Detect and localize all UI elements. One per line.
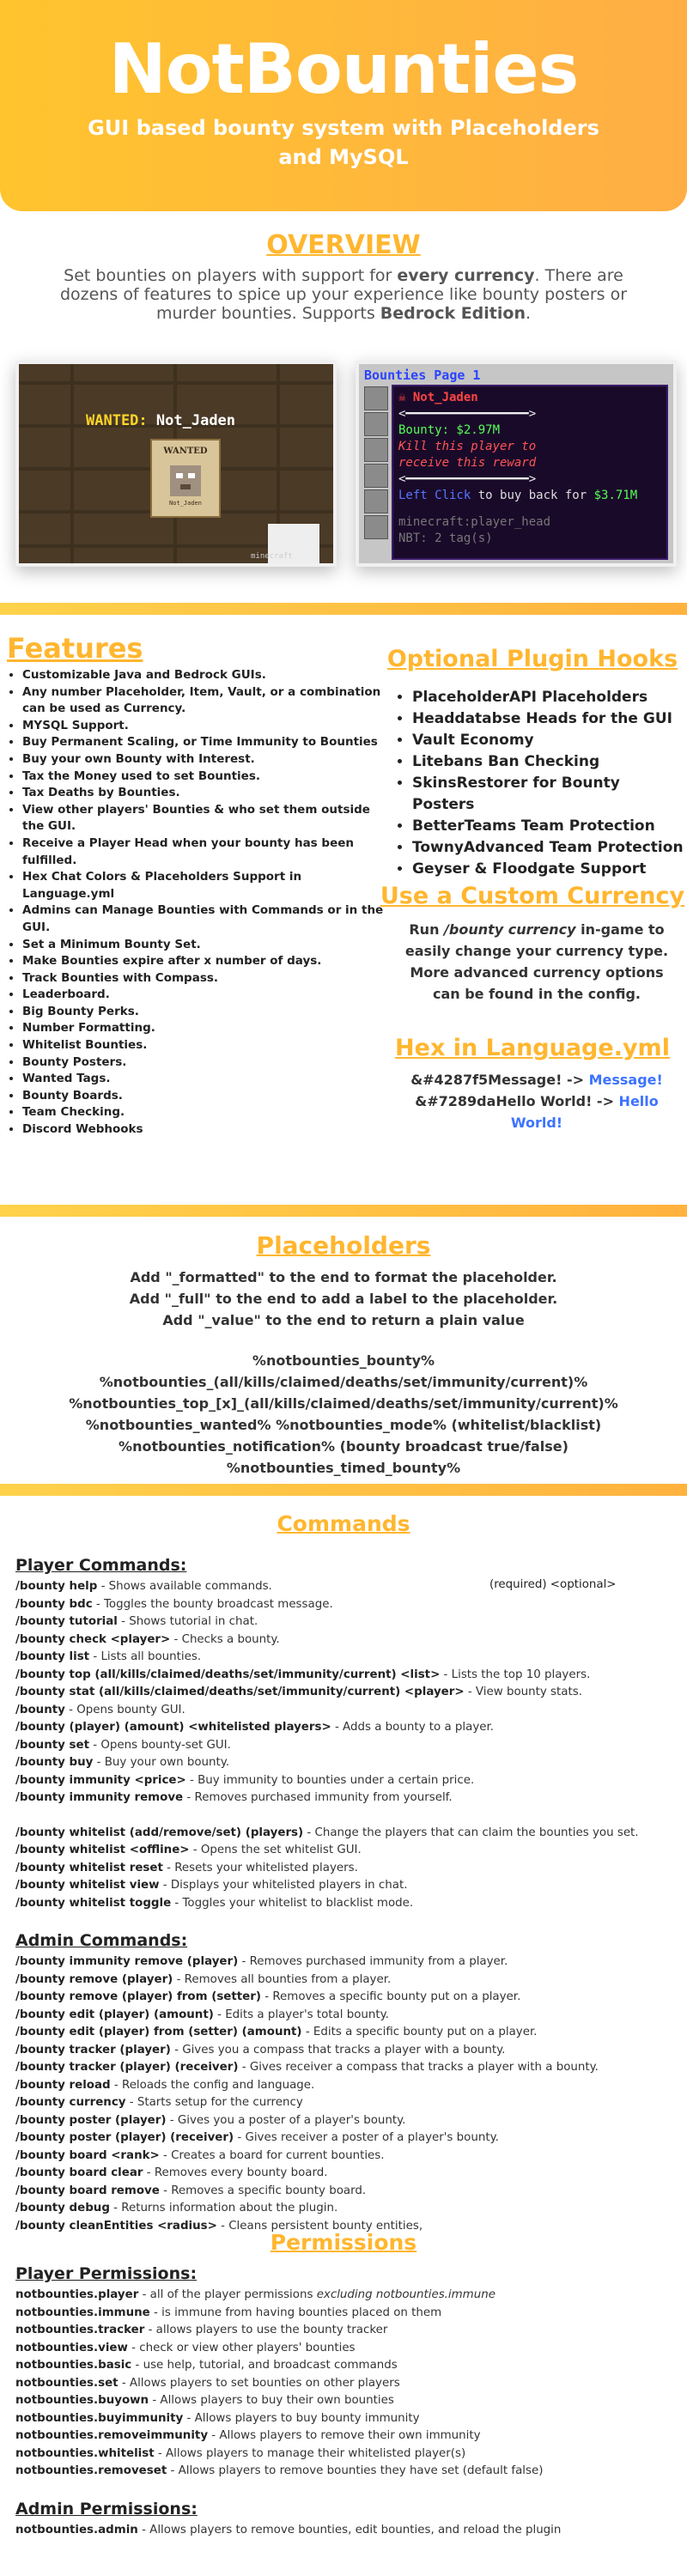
section-divider: [0, 1205, 687, 1217]
command-row-key: /bounty buy: [15, 1756, 94, 1769]
permission-row: [15, 2305, 677, 2323]
hex-result: Message!: [588, 1072, 663, 1088]
permission-row-desc: - Allows players to remove bounties, edit bounties, and reload the plugin: [137, 2523, 562, 2537]
command-row-key: /bounty reload: [15, 2078, 111, 2092]
whitelist-commands-list: [15, 1825, 677, 1913]
tooltip-nbt: NBT: 2 tag(s): [398, 532, 493, 545]
permission-row: [15, 2375, 677, 2393]
command-row: [15, 1631, 677, 1649]
permission-node: notbounties.player: [15, 2288, 139, 2301]
permission-desc: - all of the player permissions: [138, 2288, 317, 2301]
command-row: [15, 1789, 677, 1807]
item-tooltip: [392, 385, 668, 560]
feature-item: • Any number Placeholder, Item, Vault, or a combination can be used as Currency.: [22, 684, 392, 718]
currency-command: /bounty currency: [444, 921, 576, 938]
permission-row-key: notbounties.admin: [15, 2523, 138, 2537]
command-row-desc: - Removes all bounties from a player.: [173, 1972, 392, 1986]
permission-row: [15, 2445, 677, 2464]
command-row-desc: - Creates a board for current bounties.: [159, 2148, 385, 2162]
permission-row: [15, 2357, 677, 2375]
command-row-desc: - Resets your whitelisted players.: [162, 1861, 358, 1874]
currency-title: Use a Custom Currency: [380, 883, 685, 909]
wanted-name: Not_Jaden: [155, 412, 236, 429]
player-commands-list: [15, 1578, 677, 1807]
command-row-desc: - Shows tutorial in chat.: [117, 1615, 258, 1628]
command-row-key: /bounty: [15, 1703, 65, 1716]
command-row-key: /bounty poster (player) (receiver): [15, 2131, 234, 2144]
hook-item: • SkinsRestorer for Bounty Posters: [412, 773, 687, 816]
command-row-key: /bounty edit (player) (amount): [15, 2008, 214, 2021]
command-row-desc: - Removes a specific bounty board.: [159, 2184, 367, 2197]
permission-row: [15, 2427, 677, 2445]
wanted-poster-screenshot: [15, 361, 337, 567]
admin-permissions-list: [15, 2522, 677, 2540]
command-row-desc: - Opens bounty-set GUI.: [89, 1738, 231, 1752]
permissions-title: Permissions: [270, 2230, 417, 2255]
command-row-desc: - Checks a bounty.: [170, 1632, 280, 1646]
tooltip-item-id: minecraft:player_head: [398, 515, 551, 529]
overview-text-bold: every currency: [397, 266, 535, 285]
command-row: [15, 1842, 677, 1860]
command-row-key: /bounty remove (player): [15, 1972, 173, 1986]
command-row-desc: - Change the players that can claim the bounties you set.: [303, 1826, 639, 1839]
command-row-key: /bounty cleanEntities <radius>: [15, 2219, 217, 2233]
hooks-title: Optional Plugin Hooks: [386, 646, 678, 672]
command-row-key: /bounty top (all/kills/claimed/deaths/set/immunity/current) <list>: [15, 1668, 441, 1681]
command-row: [15, 1578, 677, 1596]
command-row-key: /bounty whitelist <offline>: [15, 1844, 190, 1856]
feature-item: • Admins can Manage Bounties with Commands or in the GUI.: [22, 902, 392, 936]
command-row: [15, 2007, 677, 2025]
hex-example-2: [395, 1091, 678, 1133]
command-row-desc: - Gives receiver a poster of a player's bounty.: [234, 2131, 499, 2144]
command-row-desc: - Opens the set whitelist GUI.: [189, 1844, 362, 1856]
permission-row-key: notbounties.basic: [15, 2359, 132, 2372]
command-row-desc: - Removes a specific bounty put on a player.: [260, 1990, 521, 2003]
permission-row-desc: - is immune from having bounties placed on them: [149, 2306, 442, 2319]
hex-example-1: [395, 1069, 678, 1091]
command-row-key: /bounty currency: [15, 2096, 126, 2109]
command-row-key: /bounty bdc: [15, 1597, 93, 1611]
command-row-desc: - Removes every bounty board.: [143, 2166, 328, 2179]
tooltip-divider: <━━━━━━━━━━━━━━━━━>: [398, 407, 537, 421]
command-row-desc: - Gives you a compass that tracks a player with a bounty.: [170, 2043, 506, 2057]
permission-row-desc: - use help, tutorial, and broadcast commands: [131, 2359, 398, 2372]
feature-item: • Wanted Tags.: [22, 1071, 392, 1088]
command-row-key: /bounty check <player>: [15, 1632, 171, 1646]
command-row: [15, 2148, 677, 2166]
section-divider: [0, 1484, 687, 1496]
placeholders-notes: [0, 1267, 687, 1331]
command-row-key: /bounty board <rank>: [15, 2148, 160, 2162]
command-row-desc: - Displays your whitelisted players in chat.: [159, 1879, 408, 1892]
feature-item: • Bounty Boards.: [22, 1088, 392, 1105]
tooltip-bounty: Bounty: $2.97M: [398, 423, 501, 437]
admin-commands-list: [15, 1953, 677, 2235]
currency-text-part: in-game to easily change your currency type. More advanced currency options can be found in the config.: [404, 921, 669, 1002]
command-row: [15, 1649, 677, 1667]
command-row: [15, 1684, 677, 1702]
placeholder-note: Add "_formatted" to the end to format the placeholder.: [130, 1269, 557, 1285]
feature-item: • Customizable Java and Bedrock GUIs.: [22, 667, 392, 684]
tooltip-buy-prefix: Left Click: [398, 489, 471, 502]
command-row-desc: - View bounty stats.: [464, 1686, 582, 1698]
placeholder-item: %notbounties_bounty%: [252, 1352, 435, 1369]
command-row-key: /bounty immunity <price>: [15, 1773, 186, 1787]
placeholder-item: %notbounties_top_[x]_(all/kills/claimed/deaths/set/immunity/current)%: [69, 1395, 618, 1412]
command-row-desc: - Cleans persistent bounty entities,: [216, 2219, 423, 2233]
command-row-desc: - Toggles the bounty broadcast message.: [92, 1597, 333, 1611]
tooltip-buy-line: [398, 488, 661, 504]
permission-row-key: notbounties.view: [15, 2341, 128, 2354]
poster-name: Not_Jaden: [169, 500, 202, 507]
permission-row-key: notbounties.immune: [15, 2306, 150, 2319]
command-row-key: /bounty board clear: [15, 2166, 143, 2179]
section-divider: [0, 603, 687, 615]
hook-item: • Litebans Ban Checking: [412, 751, 687, 773]
command-row-key: /bounty whitelist (add/remove/set) (players): [15, 1826, 304, 1839]
command-row-desc: - Returns information about the plugin.: [109, 2202, 338, 2215]
permission-row-desc: - allows players to use the bounty tracker: [144, 2324, 388, 2336]
permission-row-key: notbounties.buyown: [15, 2394, 149, 2407]
commands-block: [15, 1554, 677, 2235]
player-permissions-heading: Player Permissions:: [15, 2264, 198, 2283]
command-row-key: /bounty tutorial: [15, 1615, 118, 1628]
feature-item: • Hex Chat Colors & Placeholders Support in Language.yml: [22, 869, 392, 902]
command-row-desc: - Edits a specific bounty put on a player.: [301, 2026, 538, 2038]
gui-header: Bounties Page 1: [364, 368, 481, 383]
command-row-desc: - Gives you a poster of a player's bounty.: [166, 2113, 406, 2127]
command-row-desc: - Lists the top 10 players.: [440, 1668, 591, 1681]
command-row-key: /bounty immunity remove: [15, 1791, 184, 1804]
placeholder-item: %notbounties_timed_bounty%: [226, 1460, 461, 1476]
features-list: [9, 667, 392, 1139]
command-row: [15, 1754, 677, 1772]
permission-row-key: notbounties.set: [15, 2376, 119, 2390]
command-row: [15, 1860, 677, 1878]
command-row: [15, 2183, 677, 2201]
svg-text:minecraft: minecraft: [251, 552, 293, 561]
hook-item: • TownyAdvanced Team Protection: [412, 837, 687, 859]
command-row: [15, 1877, 677, 1895]
hex-code: &#7289daHello World! ->: [415, 1093, 619, 1109]
command-row-key: /bounty whitelist reset: [15, 1861, 163, 1874]
hooks-list: [397, 687, 687, 880]
feature-item: • Leaderboard.: [22, 987, 392, 1004]
command-row-desc: - Starts setup for the currency: [125, 2096, 303, 2109]
hex-result: Hello World!: [510, 1093, 659, 1131]
command-row: [15, 1772, 677, 1790]
command-row: [15, 1895, 677, 1913]
command-row-key: /bounty poster (player): [15, 2113, 167, 2127]
permission-row-desc: - check or view other players' bounties: [127, 2341, 356, 2354]
command-row: [15, 1825, 677, 1843]
command-row-desc: - Toggles your whitelist to blacklist mode.: [171, 1896, 414, 1910]
permission-row-desc: - Allows players to remove their own immunity: [208, 2429, 481, 2442]
feature-item: • Whitelist Bounties.: [22, 1037, 392, 1054]
placeholder-item: %notbounties_wanted% %notbounties_mode% (whitelist/blacklist): [85, 1417, 602, 1433]
currency-text-part: Run: [409, 921, 445, 938]
command-row-desc: - Removes purchased immunity from a player.: [238, 1955, 508, 1968]
hook-item: • Headdatabse Heads for the GUI: [412, 708, 687, 730]
feature-item: • Discord Webhooks: [22, 1121, 392, 1139]
player-commands-heading: Player Commands:: [15, 1556, 187, 1575]
feature-item: • Buy your own Bounty with Interest.: [22, 751, 392, 769]
hook-item: • Vault Economy: [412, 730, 687, 751]
permission-row: [15, 2463, 677, 2481]
tooltip-player: Not_Jaden: [412, 391, 478, 404]
command-row-key: /bounty set: [15, 1738, 89, 1752]
feature-item: • Buy Permanent Scaling, or Time Immunity to Bounties: [22, 734, 392, 751]
permission-row: [15, 2522, 677, 2540]
command-row: [15, 2129, 677, 2148]
command-row-key: /bounty whitelist toggle: [15, 1896, 172, 1910]
command-row-desc: - Edits a player's total bounty.: [213, 2008, 389, 2021]
command-row-desc: - Buy your own bounty.: [93, 1756, 230, 1769]
feature-item: • Track Bounties with Compass.: [22, 970, 392, 987]
feature-item: • Number Formatting.: [22, 1020, 392, 1037]
poster-title: WANTED: [163, 447, 208, 456]
feature-item: • Tax the Money used to set Bounties.: [22, 769, 392, 786]
command-row-key: /bounty list: [15, 1650, 90, 1663]
placeholder-note: Add "_full" to the end to add a label to the placeholder.: [129, 1291, 558, 1307]
permission-row-desc: - Allows players to buy bounty immunity: [183, 2411, 420, 2425]
permission-row-key: notbounties.removeimmunity: [15, 2429, 209, 2442]
command-row: [15, 1989, 677, 2007]
command-row-key: /bounty board remove: [15, 2184, 160, 2197]
gui-slot-column: [364, 386, 388, 558]
hex-examples: [395, 1069, 678, 1133]
command-row: [15, 2042, 677, 2060]
overview-text-bold: Bedrock Edition: [380, 304, 526, 323]
wanted-tag: [86, 412, 235, 429]
tooltip-kill-2: receive this reward: [398, 456, 537, 470]
page-subtitle: GUI based bounty system with Placeholders and MySQL: [88, 116, 599, 169]
command-row: [15, 1667, 677, 1685]
permission-row: [15, 2322, 677, 2340]
command-row: [15, 1702, 677, 1720]
command-row-key: /bounty immunity remove (player): [15, 1955, 239, 1968]
command-row-key: /bounty remove (player) from (setter): [15, 1990, 261, 2003]
feature-item: • Set a Minimum Bounty Set.: [22, 937, 392, 954]
command-row-desc: - Lists all bounties.: [89, 1650, 202, 1663]
feature-item: • Tax Deaths by Bounties.: [22, 785, 392, 802]
command-row-key: /bounty tracker (player): [15, 2043, 171, 2057]
command-row: [15, 2165, 677, 2183]
feature-item: • Make Bounties expire after x number of days.: [22, 953, 392, 970]
overview-title: OVERVIEW: [266, 230, 421, 260]
tooltip-kill-1: Kill this player to: [398, 440, 537, 453]
permission-row-key: notbounties.whitelist: [15, 2446, 155, 2460]
feature-item: • MYSQL Support.: [22, 718, 392, 735]
permission-row-desc: - Allows players to buy their own bounties: [149, 2394, 394, 2407]
permission-row: [15, 2410, 677, 2428]
currency-text: [395, 919, 678, 1005]
command-row: [15, 2112, 677, 2130]
tooltip-buy-mid: to buy back for: [471, 489, 594, 502]
permission-row: [15, 2340, 677, 2358]
command-row: [15, 1719, 677, 1737]
command-row-desc: - Opens bounty GUI.: [64, 1703, 185, 1716]
placeholder-item: %notbounties_(all/kills/claimed/deaths/set/immunity/current)%: [99, 1374, 588, 1390]
feature-item: • Big Bounty Perks.: [22, 1004, 392, 1021]
page-title: NotBounties: [108, 29, 579, 109]
command-row-desc: - Gives receiver a compass that tracks a player with a bounty.: [238, 2061, 599, 2074]
command-row: [15, 1596, 677, 1614]
command-row: [15, 2024, 677, 2042]
command-row: [15, 2059, 677, 2077]
permission-row: [15, 2392, 677, 2410]
permission-row-desc: - Allows players to manage their whitelisted player(s): [154, 2446, 466, 2460]
command-row: [15, 2077, 677, 2095]
command-row: [15, 2200, 677, 2218]
command-row-desc: - Shows available commands.: [97, 1580, 272, 1593]
command-row-key: /bounty whitelist view: [15, 1879, 160, 1892]
feature-item: • Bounty Posters.: [22, 1054, 392, 1072]
hex-code: &#4287f5Message! ->: [410, 1072, 589, 1088]
feature-item: • Receive a Player Head when your bounty has been fulfilled.: [22, 835, 392, 869]
hex-title: Hex in Language.yml: [395, 1035, 670, 1061]
tooltip-divider: <━━━━━━━━━━━━━━━━━>: [398, 472, 537, 486]
permission-row-key: notbounties.buyimmunity: [15, 2411, 184, 2425]
command-row: [15, 2094, 677, 2112]
wanted-poster-scene: [19, 364, 333, 563]
command-row: [15, 1971, 677, 1990]
overview-text-part: .: [525, 304, 532, 323]
command-row-desc: - Removes purchased immunity from yourself.: [183, 1791, 453, 1804]
wanted-label: WANTED:: [86, 412, 148, 429]
hook-item: • PlaceholderAPI Placeholders: [412, 687, 687, 708]
permission-desc-italic: excluding notbounties.immune: [316, 2288, 495, 2301]
placeholder-note: Add "_value" to the end to return a plain value: [162, 1312, 525, 1328]
placeholder-item: %notbounties_notification% (bounty broadcast true/false): [119, 1438, 568, 1455]
overview-text: [43, 266, 644, 323]
bounty-gui-screenshot: [356, 361, 677, 567]
commands-title: Commands: [277, 1511, 410, 1536]
permission-row-desc: - Allows players to set bounties on other players: [118, 2376, 400, 2390]
admin-commands-heading: Admin Commands:: [15, 1931, 188, 1950]
hook-item: • Geyser & Floodgate Support: [412, 859, 687, 880]
command-row: [15, 1737, 677, 1755]
permission-row-key: notbounties.tracker: [15, 2324, 145, 2336]
permissions-block: [15, 2263, 677, 2539]
permission-row: [15, 2287, 677, 2305]
permission-row-key: notbounties.removeset: [15, 2464, 167, 2477]
command-row-key: /bounty help: [15, 1580, 98, 1593]
feature-item: • View other players' Bounties & who set them outside the GUI.: [22, 802, 392, 835]
player-permissions-list: [15, 2305, 677, 2481]
command-row-key: /bounty tracker (player) (receiver): [15, 2061, 239, 2074]
permission-row-desc: - Allows players to remove bounties they have set (default false): [167, 2464, 544, 2477]
commands-legend: (required) <optional>: [489, 1578, 617, 1591]
command-row-key: /bounty debug: [15, 2202, 110, 2215]
command-row-desc: - Buy immunity to bounties under a certain price.: [185, 1773, 475, 1787]
placeholders-list: [0, 1350, 687, 1479]
features-title: Features: [7, 632, 143, 665]
admin-permissions-heading: Admin Permissions:: [15, 2499, 198, 2518]
placeholders-title: Placeholders: [256, 1231, 431, 1260]
command-row-key: /bounty edit (player) from (setter) (amount): [15, 2026, 302, 2038]
tooltip-name: ☠ Not_Jaden: [398, 391, 478, 404]
command-row: [15, 1613, 677, 1631]
command-row-key: /bounty (player) (amount) <whitelisted players>: [15, 1721, 331, 1734]
hook-item: • BetterTeams Team Protection: [412, 816, 687, 837]
command-row-desc: - Adds a bounty to a player.: [331, 1721, 495, 1734]
feature-item: • Team Checking.: [22, 1104, 392, 1121]
overview-text-part: Set bounties on players with support for: [64, 266, 398, 285]
overview-text-part: . There are dozens of features to spice up your experience like bounty posters or murder bounties. Supports: [59, 266, 628, 323]
command-row-key: /bounty stat (all/kills/claimed/deaths/set/immunity/current) <player>: [15, 1686, 465, 1698]
tooltip-buy-value: $3.71M: [593, 489, 638, 502]
command-row-desc: - Reloads the config and language.: [110, 2078, 315, 2092]
command-row: [15, 1953, 677, 1971]
hero-banner: [0, 0, 687, 211]
